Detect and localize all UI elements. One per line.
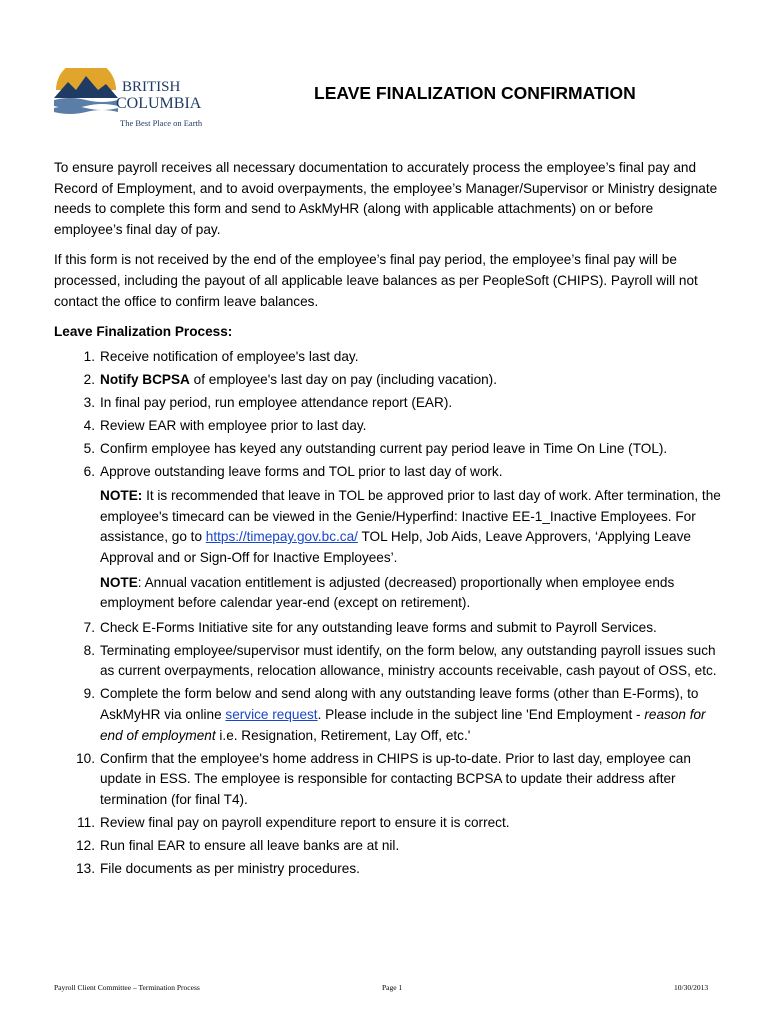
timepay-link[interactable]: https://timepay.gov.bc.ca/ xyxy=(205,529,358,545)
list-item: 10. Confirm that the employee's home address in CHIPS is up-to-date. Prior to last day, employee can update in ESS. The employee is responsible for contacting BCPSA to update their address after termination (for final T4). xyxy=(76,750,691,807)
page-title: LEAVE FINALIZATION CONFIRMATION xyxy=(314,83,636,103)
logo-line2: COLUMBIA xyxy=(116,95,202,112)
list-item: 6. Approve outstanding leave forms and TOL prior to last day of work. NOTE: It is recommended that leave in TOL be approved prior to last day of work. After termination, the employee's timecard can be viewed in the Genie/Hyperfind: Inactive EE-1_Inactive Employees. For assistance, go to https://timepay.gov.bc.ca/ TOL Help, Job Aids, Leave Approvers, ‘Applying Leave Approval and or Sign-Off for Inactive Employees’. NOTE: Annual vacation entitlement is adjusted (decreased) proportionally when employee ends employment before calendar year-end (except on retirement). xyxy=(54,462,724,614)
process-list xyxy=(54,347,724,880)
list-item: 7. Check E-Forms Initiative site for any outstanding leave forms and submit to Payroll Services. xyxy=(83,619,657,635)
intro-paragraph-2: If this form is not received by the end of the employee’s final pay period, the employee’s final pay will be processed, including the payout of all applicable leave balances as per PeopleSoft (CHIPS). Payroll will not contact the office to confirm leave balances. xyxy=(54,252,698,309)
list-item: 8. Terminating employee/supervisor must identify, on the form below, any outstanding payroll issues such as current overpayments, relocation allowance, ministry accounts receivable, cash payout of OSS, etc. xyxy=(83,642,717,679)
list-item: 5. Confirm employee has keyed any outstanding current pay period leave in Time On Line (TOL). xyxy=(83,440,668,456)
logo-tagline: The Best Place on Earth xyxy=(120,118,203,128)
bc-logo xyxy=(54,68,214,132)
list-item: 3. In final pay period, run employee attendance report (EAR). xyxy=(83,394,453,410)
bc-logo-emblem xyxy=(54,68,214,132)
water-shape xyxy=(54,106,118,114)
list-item: 2. Notify BCPSA of employee's last day on pay (including vacation). xyxy=(83,371,497,387)
list-item: 4. Review EAR with employee prior to last day. xyxy=(83,417,367,433)
document-body xyxy=(54,158,724,882)
note-1: NOTE: It is recommended that leave in TOL be approved prior to last day of work. After termination, the employee's timecard can be viewed in the Genie/Hyperfind: Inactive EE-1_Inactive Employees. For assistance, go to https://timepay.gov.bc.ca/ TOL Help, Job Aids, Leave Approvers, ‘Applying Leave Approval and or Sign-Off for Inactive Employees’. xyxy=(100,488,721,566)
intro-paragraph-1: To ensure payroll receives all necessary documentation to accurately process the employee’s final pay and Record of Employment, and to avoid overpayments, the employee’s Manager/Supervisor or Ministry designate needs to complete this form and send to AskMyHR (along with applicable attachments) on or before employee’s final day of pay. xyxy=(54,160,718,237)
note-2: NOTE: Annual vacation entitlement is adjusted (decreased) proportionally when employee ends employment before calendar year-end (except on retirement). xyxy=(100,574,675,611)
logo-line1: BRITISH xyxy=(122,79,181,95)
process-heading: Leave Finalization Process: xyxy=(54,324,233,340)
list-item: 12. Run final EAR to ensure all leave banks are at nil. xyxy=(76,837,400,853)
list-item: 1. Receive notification of employee's last day. xyxy=(83,348,359,364)
footer-page-number: Page 1 xyxy=(382,983,403,992)
footer-date: 10/30/2013 xyxy=(674,983,709,992)
list-item: 11. Review final pay on payroll expenditure report to ensure it is correct. xyxy=(77,814,510,830)
list-item: 9. Complete the form below and send along with any outstanding leave forms (other than E-Forms), to AskMyHR via online service request. Please include in the subject line 'End Employment - reason for end of employment i.e. Resignation, Retirement, Lay Off, etc.' xyxy=(83,686,706,743)
service-request-link[interactable]: service request xyxy=(225,706,318,722)
list-item: 13. File documents as per ministry procedures. xyxy=(76,860,360,876)
footer-left: Payroll Client Committee – Termination Process xyxy=(54,983,200,992)
